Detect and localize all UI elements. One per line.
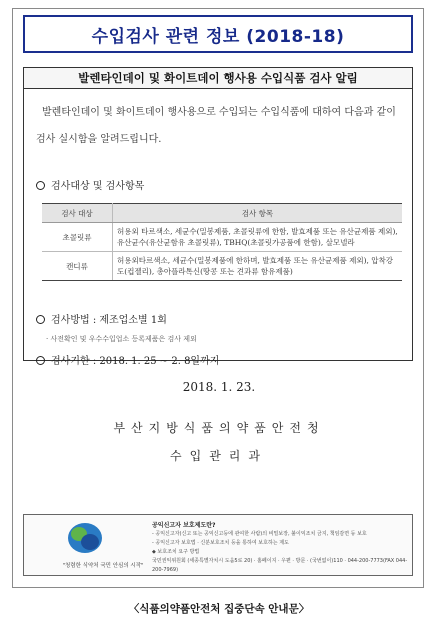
integrity-logo-icon (66, 521, 104, 555)
footer-banner (23, 514, 413, 576)
notice-title: 수입검사 관련 정보 (2018-18) (91, 26, 345, 47)
notice-sheet (12, 8, 424, 588)
department-name: 수입관리과 (170, 449, 268, 463)
issue-date: 2018. 1. 23. (182, 380, 256, 394)
title-box (23, 15, 413, 53)
inspection-items-heading (36, 177, 144, 192)
footer-slogan: "청렴한 식약처 국민 안심의 시작" (62, 563, 144, 569)
footer-heading: 공익신고자 보호제도란? (152, 522, 216, 529)
inspection-table (42, 203, 402, 281)
method-line (36, 311, 167, 326)
footer-line: - 공익신고자(신고 또는 공익신고등에 관여한 사람)의 비밀보장, 불이익조치 금지, 책임감면 등 보호 (152, 531, 367, 537)
subtitle-box (23, 67, 413, 89)
table-header-items: 검사 항목 (113, 204, 403, 223)
table-header-target: 검사 대상 (42, 204, 113, 223)
image-caption: 〈식품의약품안전처 집중단속 안내문〉 (128, 603, 310, 615)
intro-text: 발렌타인데이 및 화이트데이 행사용으로 수입되는 수입식품에 대하여 다음과 같이 검사 실시함을 알려드립니다. (36, 107, 396, 145)
method-note: · 사전확인 및 우수수입업소 등록제품은 검사 제외 (46, 335, 197, 343)
circle-bullet-icon (36, 356, 45, 365)
table-cell-items: 허용외타르색소, 세균수(밀봉제품에 한하며, 발효제품 또는 유산균제품 제외), 압착강도(컵젤리), 총아플라톡신(땅콩 또는 견과류 함유제품) (113, 252, 403, 281)
table-cell-target: 초콜릿류 (42, 223, 113, 252)
table-header-row (42, 204, 402, 223)
period-text: 검사기한 : 2018. 1. 25 ~ 2. 8일까지 (51, 356, 220, 367)
inspection-items-label: 검사대상 및 검사항목 (51, 181, 145, 192)
footer-line: ◆ 보호조치 요구 방법 (152, 549, 200, 555)
table-cell-items: 허용외 타르색소, 세균수(밀봉제품, 초콜릿류에 한함, 발효제품 또는 유산균제품 제외), 유산균수(유산균함유 초콜릿류), TBHQ(초콜릿가공품에 한함), 살모넬라 (113, 223, 403, 252)
footer-text (152, 521, 408, 575)
period-line (36, 352, 219, 367)
content-frame (23, 89, 413, 367)
table-row (42, 252, 402, 281)
agency-name: 부산지방식품의약품안전청 (113, 421, 325, 435)
footer-line: - 공익신고자 보호법 · 신분보호조치 등을 통하여 보호하는 제도 (152, 540, 289, 546)
circle-bullet-icon (36, 315, 45, 324)
circle-bullet-icon (36, 181, 45, 190)
method-text: 검사방법 : 제조업소별 1회 (51, 315, 167, 326)
table-cell-target: 캔디류 (42, 252, 113, 281)
table-row (42, 223, 402, 252)
notice-subtitle: 발렌타인데이 및 화이트데이 행사용 수입식품 검사 알림 (78, 71, 358, 85)
footer-line: 국민권익위원회 (세종특별자치시 도움5로 20) · 홈페이지 · 우편 · 방문 · (국번없이)110 · 044-200-7773(FAX 044-200-7969) (152, 558, 408, 573)
